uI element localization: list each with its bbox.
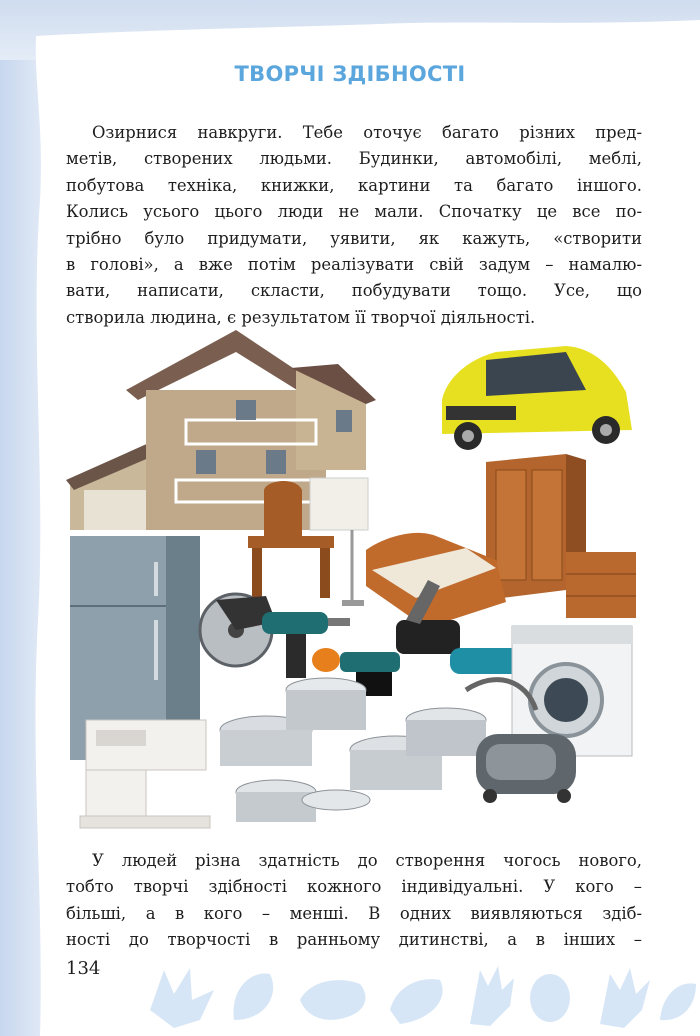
round-leaf-icon bbox=[530, 974, 570, 1022]
text-line: вати, написати, скласти, побудувати тощо. Усе, що bbox=[66, 281, 642, 301]
text-line: створила людина, є результатом її творчої діяльності. bbox=[66, 307, 536, 327]
text-line: тобто творчі здібності кожного індивідуальні. У кого – bbox=[66, 877, 642, 897]
leaf-icon bbox=[233, 973, 273, 1020]
oak-leaf-icon bbox=[300, 980, 365, 1020]
decorative-leaves bbox=[130, 950, 700, 1036]
drill-icon bbox=[262, 612, 350, 678]
maple-leaf-icon bbox=[150, 968, 214, 1028]
text-line: побутова техніка, книжки, картини та багато іншого. bbox=[66, 175, 642, 195]
page-number: 134 bbox=[66, 958, 101, 979]
text-line: ності до творчості в ранньому дитинстві, а в інших – bbox=[66, 930, 642, 950]
sewing-machine-icon bbox=[80, 720, 210, 828]
oak-leaf-icon bbox=[390, 979, 443, 1024]
fern-leaf-icon bbox=[470, 966, 514, 1026]
text-line: Колись усього цього люди не мали. Спочатку це все по- bbox=[66, 202, 642, 222]
text-line: метів, створених людьми. Будинки, автомобілі, меблі, bbox=[66, 149, 642, 169]
page-title: ТВОРЧІ ЗДІБНОСТІ bbox=[234, 62, 466, 86]
leaf-icon bbox=[660, 983, 696, 1020]
human-creations-collage bbox=[66, 330, 642, 830]
abilities-paragraph bbox=[66, 848, 642, 954]
cookware-icon bbox=[220, 678, 486, 822]
text-line: в голові», а вже потім реалізувати свій задум – намалю- bbox=[66, 255, 642, 275]
text-line: Озирнися навкруги. Тебе оточує багато різних пред- bbox=[92, 123, 642, 142]
text-line: більші, а в кого – менші. В одних виявляються здіб- bbox=[66, 903, 642, 923]
rowan-leaf-icon bbox=[600, 968, 650, 1028]
car-icon bbox=[442, 346, 632, 450]
dresser-icon bbox=[566, 552, 636, 618]
text-line: У людей різна здатність до створення чогось нового, bbox=[92, 851, 642, 870]
text-line: трібно було придумати, уявити, як кажуть, «створити bbox=[66, 228, 642, 248]
bed-icon bbox=[366, 533, 506, 628]
intro-paragraph bbox=[66, 120, 642, 331]
